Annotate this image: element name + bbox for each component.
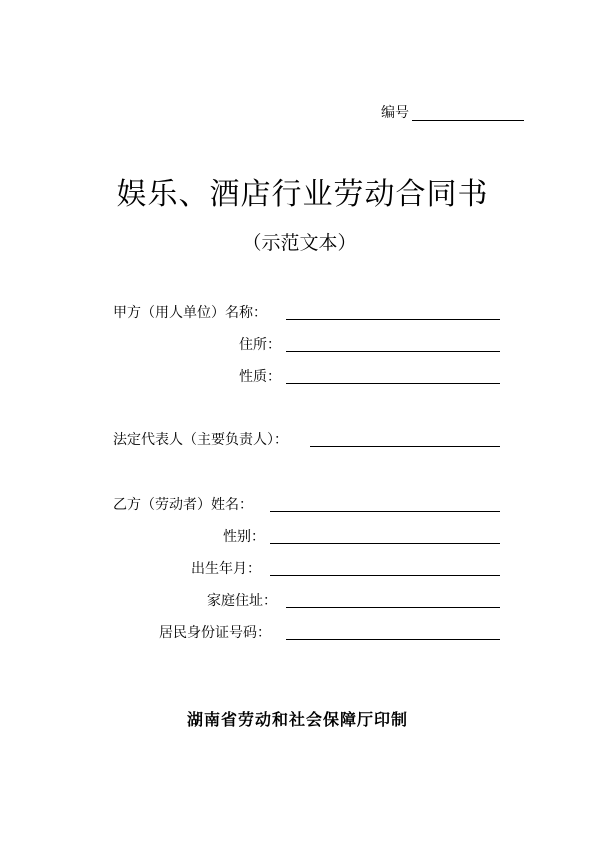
- issuer-text: 湖南省劳动和社会保障厅印制: [186, 710, 408, 729]
- number-label: 编号: [381, 105, 409, 121]
- party-a-address-field[interactable]: [286, 351, 500, 352]
- party-b-home-label: 家庭住址：: [207, 593, 277, 609]
- party-b-id-label: 居民身份证号码：: [159, 625, 271, 641]
- party-b-id-field[interactable]: [286, 639, 500, 640]
- document-subtitle: （示范文本）: [242, 232, 357, 254]
- party-b-gender-label: 性别：: [223, 529, 265, 545]
- legal-rep-label: 法定代表人（主要负责人）：: [113, 432, 288, 448]
- party-b-name-label: 乙方（劳动者）姓名：: [113, 497, 253, 513]
- party-b-home-field[interactable]: [286, 607, 500, 608]
- party-a-name-label: 甲方（用人单位）名称：: [113, 305, 267, 321]
- party-a-nature-field[interactable]: [286, 383, 500, 384]
- document-title: 娱乐、酒店行业劳动合同书: [116, 177, 489, 212]
- party-a-nature-label: 性质：: [239, 369, 281, 385]
- number-field[interactable]: [412, 120, 524, 121]
- party-b-name-field[interactable]: [270, 511, 500, 512]
- party-a-address-label: 住所：: [239, 337, 281, 353]
- party-b-birth-field[interactable]: [270, 575, 500, 576]
- legal-rep-field[interactable]: [310, 446, 500, 447]
- party-b-gender-field[interactable]: [270, 543, 500, 544]
- party-b-birth-label: 出生年月：: [191, 561, 261, 577]
- party-a-name-field[interactable]: [286, 319, 500, 320]
